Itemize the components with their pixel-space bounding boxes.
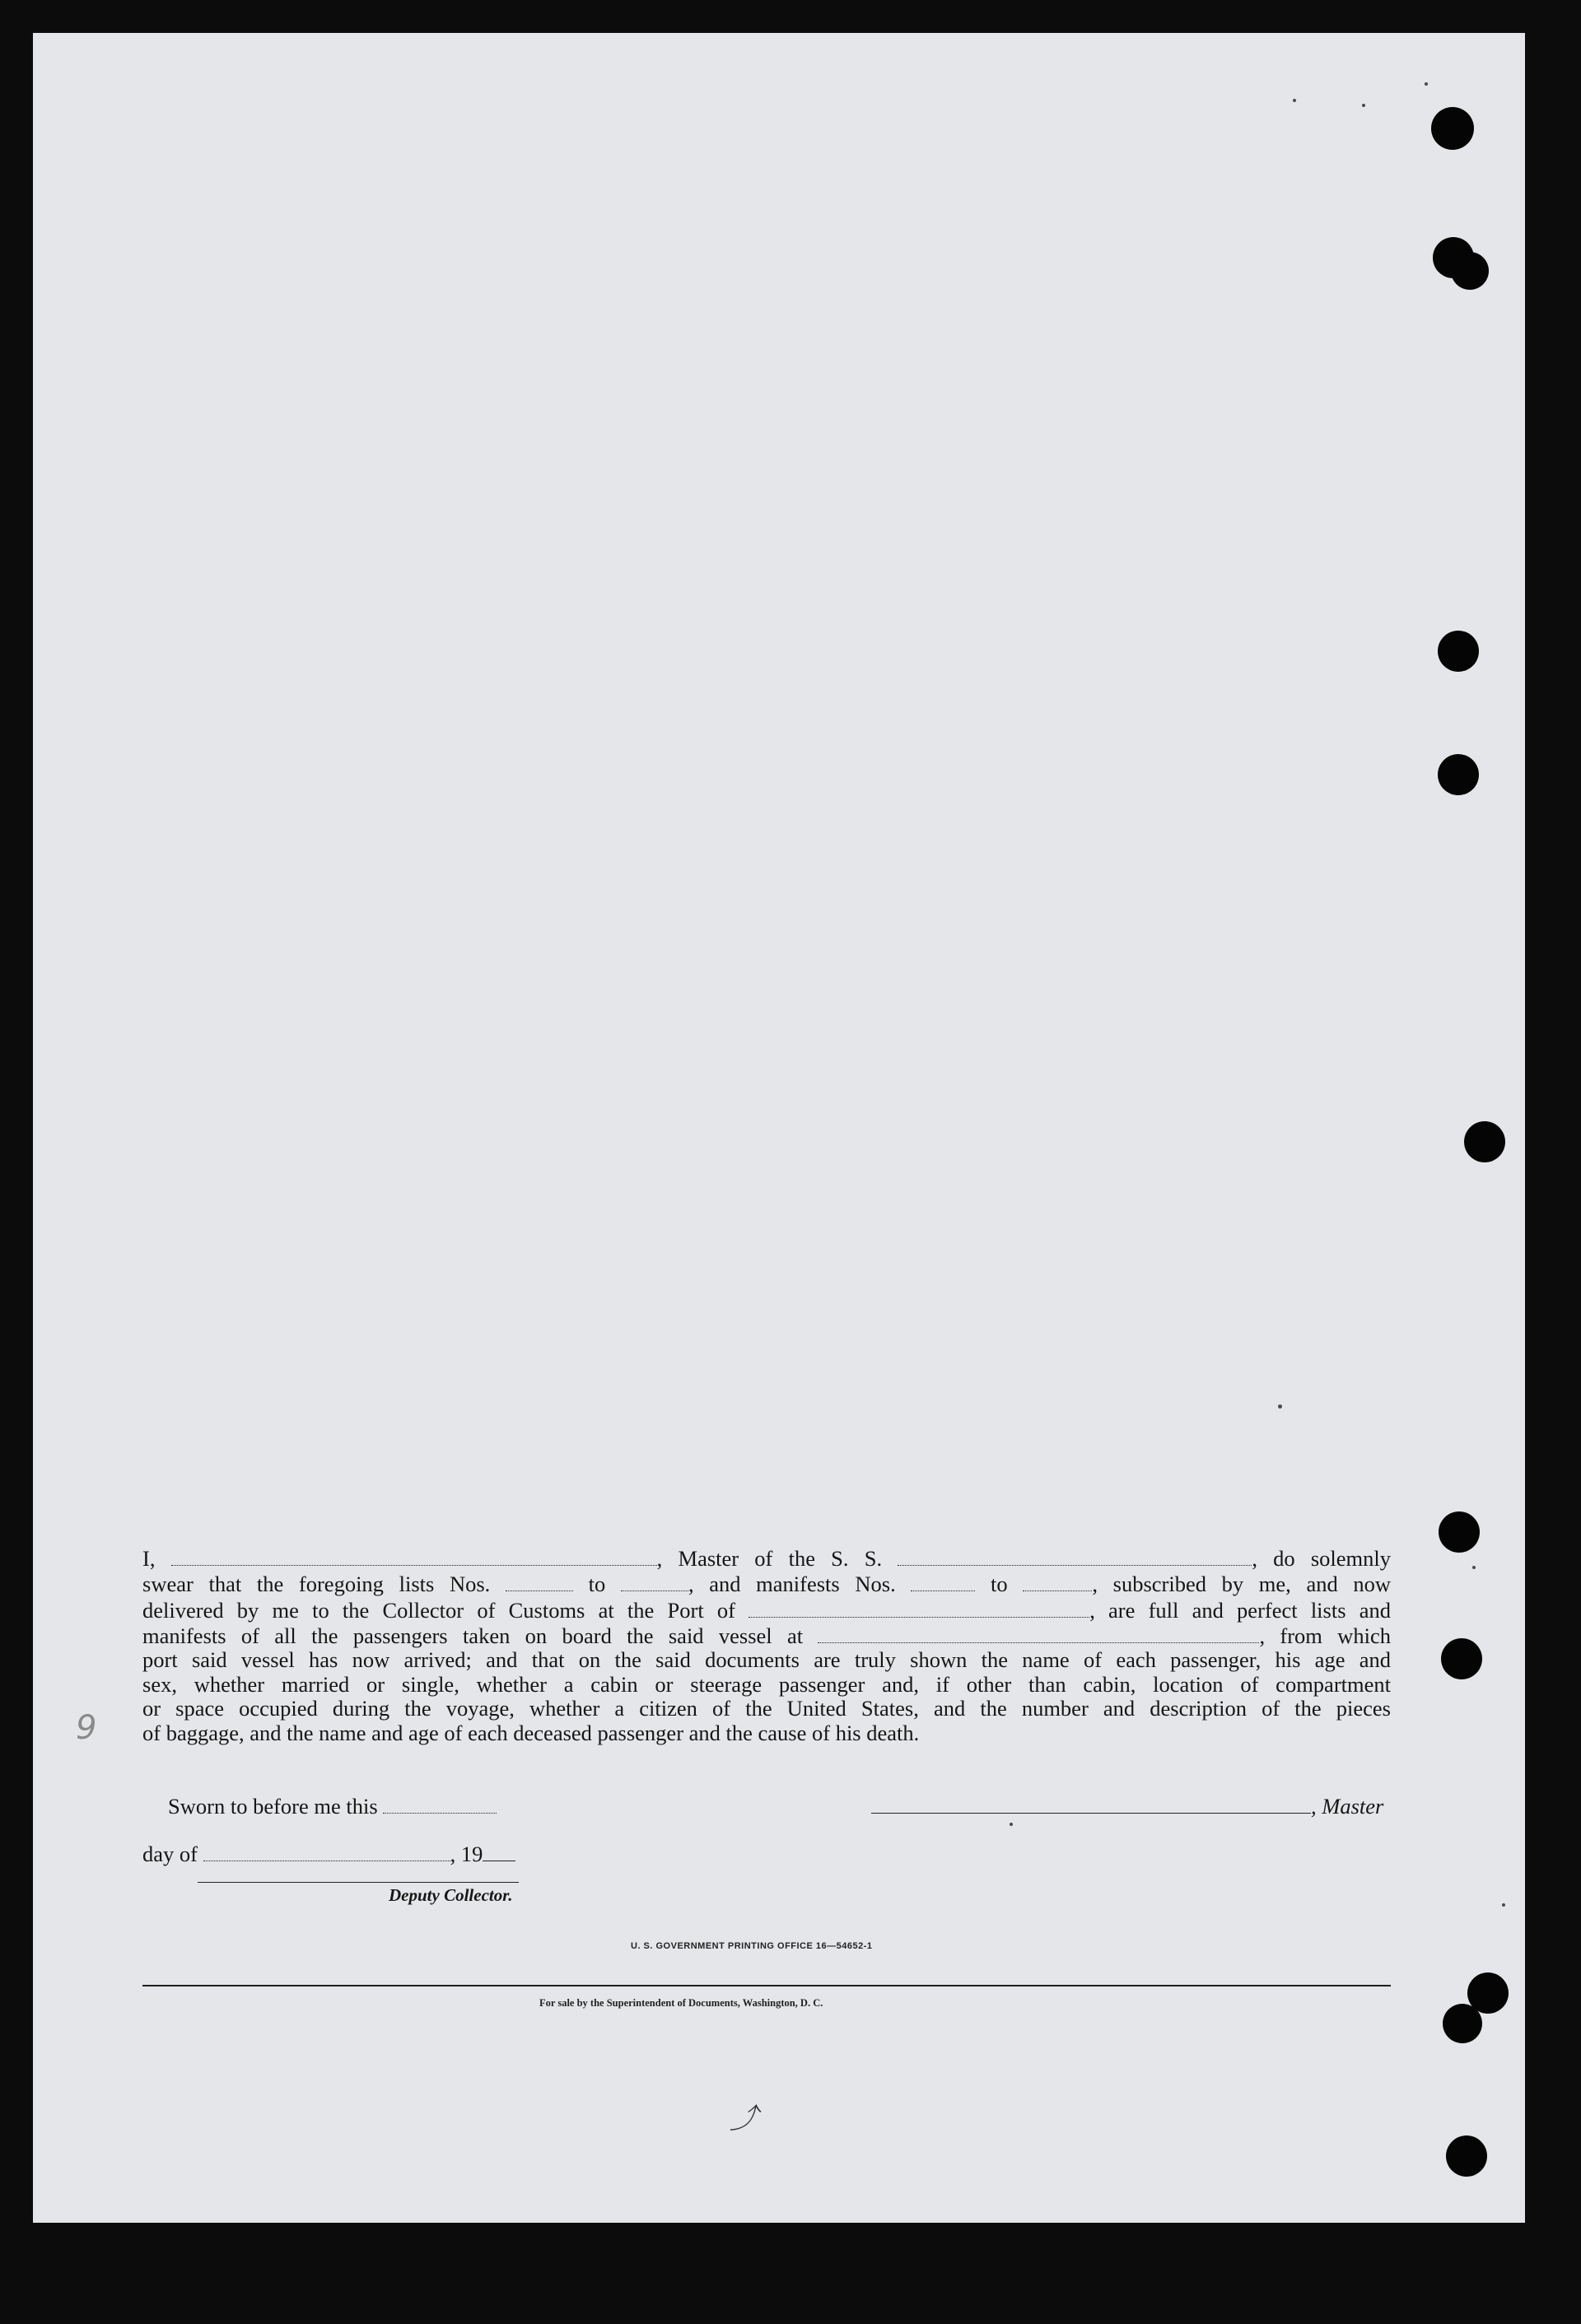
oath-line-6: sex, whether married or single, whether a cabin or steerage passenger and, if other than cabin, location of compartment	[142, 1671, 1391, 1697]
printing-office-imprint: U. S. GOVERNMENT PRINTING OFFICE 16—54652-1	[631, 1941, 873, 1951]
speck	[1362, 104, 1365, 107]
ship-name-field[interactable]	[898, 1545, 1252, 1566]
speck	[1472, 1566, 1476, 1569]
day-of-row	[142, 1841, 515, 1867]
oath-text: I,	[142, 1545, 156, 1571]
oath-text: , and manifests Nos.	[688, 1572, 896, 1597]
sworn-row	[168, 1793, 497, 1819]
margin-number: 9	[76, 1709, 97, 1747]
oath-line-3	[142, 1597, 1391, 1623]
speck	[1293, 99, 1296, 102]
year-field[interactable]	[483, 1841, 515, 1861]
pen-mark: ⤴	[730, 2103, 758, 2135]
punch-hole	[1441, 1638, 1482, 1679]
speck	[1425, 82, 1428, 86]
boarding-port-field[interactable]	[818, 1623, 1259, 1643]
month-field[interactable]	[203, 1841, 450, 1861]
for-sale-notice: For sale by the Superintendent of Documents, Washington, D. C.	[539, 1997, 823, 2009]
punch-hole	[1438, 631, 1479, 672]
speck	[1502, 1903, 1505, 1907]
master-signature-row	[871, 1793, 1383, 1819]
oath-line-2	[142, 1571, 1391, 1596]
lists-from-field[interactable]	[506, 1571, 573, 1591]
oath-text: , from which	[1259, 1623, 1392, 1648]
master-name-field[interactable]	[171, 1545, 657, 1566]
oath-line-5: port said vessel has now arrived; and that on the said documents are truly shown the name of each passenger, his age and	[142, 1647, 1391, 1673]
port-field[interactable]	[749, 1597, 1089, 1618]
oath-text: swear that the foregoing lists Nos.	[142, 1572, 491, 1597]
speck	[1278, 1404, 1282, 1409]
oath-text: to	[991, 1572, 1008, 1597]
manifests-from-field[interactable]	[911, 1571, 975, 1591]
year-label: , 19	[450, 1841, 483, 1866]
oath-text: , subscribed by me, and now	[1092, 1572, 1392, 1597]
punch-hole	[1467, 1972, 1509, 2014]
day-of-label: day of	[142, 1841, 198, 1866]
punch-hole	[1451, 252, 1489, 290]
oath-text: , do solemnly	[1252, 1545, 1392, 1571]
manifests-to-field[interactable]	[1023, 1571, 1092, 1591]
punch-hole	[1464, 1121, 1505, 1162]
master-signature-field[interactable]	[871, 1793, 1311, 1814]
deputy-collector-label: Deputy Collector.	[389, 1885, 513, 1905]
oath-paragraph	[142, 1545, 1391, 1745]
sworn-day-field[interactable]	[383, 1793, 497, 1814]
deputy-signature-line[interactable]	[198, 1882, 519, 1883]
lists-to-field[interactable]	[621, 1571, 688, 1591]
punch-hole	[1431, 107, 1474, 150]
punch-hole	[1438, 754, 1479, 795]
oath-line-8: of baggage, and the name and age of each deceased passenger and the cause of his death.	[142, 1720, 920, 1745]
oath-text: to	[588, 1572, 606, 1597]
footer-rule	[142, 1985, 1391, 1986]
oath-text: delivered by me to the Collector of Customs at the Port of	[142, 1597, 735, 1623]
speck	[1010, 1823, 1013, 1826]
punch-hole	[1446, 2135, 1487, 2177]
form-page	[33, 33, 1525, 2223]
oath-line-7: or space occupied during the voyage, whether a citizen of the United States, and the number and description of the pieces	[142, 1696, 1391, 1721]
oath-line-4	[142, 1623, 1391, 1648]
oath-text: manifests of all the passengers taken on board the said vessel at	[142, 1623, 804, 1648]
master-label: , Master	[1311, 1793, 1384, 1819]
oath-line-1	[142, 1545, 1391, 1571]
sworn-label: Sworn to before me this	[168, 1793, 378, 1819]
punch-hole	[1439, 1511, 1480, 1553]
oath-text: , are full and perfect lists and	[1089, 1597, 1392, 1623]
oath-text: , Master of the S. S.	[656, 1545, 883, 1571]
